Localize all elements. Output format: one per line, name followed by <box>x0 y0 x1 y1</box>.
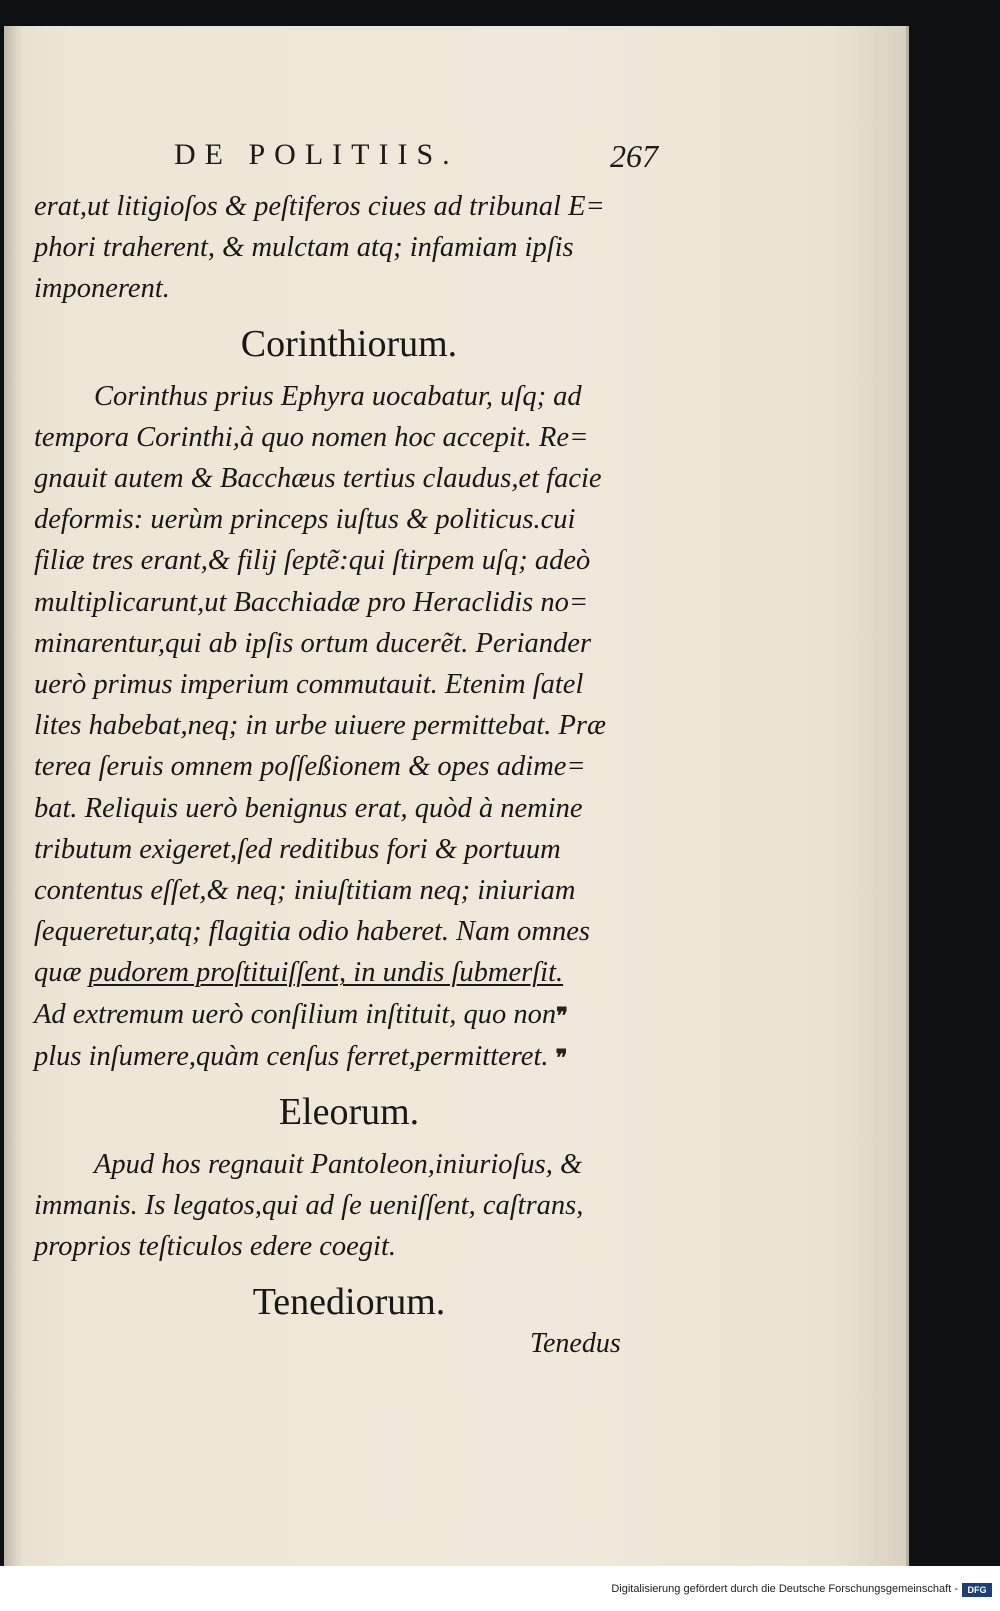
footer-credit: Digitalisierung gefördert durch die Deutsche Forschungsgemeinschaft - <box>611 1583 958 1595</box>
text-line: ſequeretur,atq; flagitia odio haberet. Nam omnes <box>34 916 590 948</box>
text-line: deformis: uerùm princeps iuſtus & politicus.cui <box>34 504 576 536</box>
text-line: Apud hos regnauit Pantoleon,iniurioſus, & <box>94 1149 583 1181</box>
book-page <box>4 26 909 1566</box>
body-text <box>34 186 664 1334</box>
line-prefix: quæ <box>34 957 89 989</box>
quote-mark-icon: ❞ <box>556 1002 569 1028</box>
text-line: bat. Reliquis uerò benignus erat, quòd à nemine <box>34 792 583 824</box>
catchword: Tenedus <box>530 1328 621 1359</box>
text-line: phori traherent, & mulctam atq; infamiam ipſis <box>34 232 574 264</box>
page-number: 267 <box>610 138 658 174</box>
marked-line-text: Ad extremum uerò conſilium inſtituit, quo non <box>34 998 557 1030</box>
text-line: lites habebat,neq; in urbe uiuere permittebat. Præ <box>34 710 607 742</box>
quote-mark-icon: ❞ <box>555 1044 568 1070</box>
text-line: Corinthus prius Ephyra uocabatur, uſq; ad <box>94 380 582 412</box>
text-line: contentus eſſet,& neq; iniuſtitiam neq; iniuriam <box>34 875 576 907</box>
text-line: proprios teſticulos edere coegit. <box>34 1231 396 1263</box>
section-heading-eleorum: Eleorum. <box>278 1091 420 1134</box>
underlined-text-line <box>34 952 664 993</box>
text-line: uerò primus imperium commutauit. Etenim ſatel <box>34 669 584 701</box>
underlined-passage: pudorem proſtituiſſent, in undis ſubmerſit. <box>88 957 564 989</box>
text-line: terea ſeruis omnem poſſeßionem & opes adime= <box>34 751 586 783</box>
dfg-logo-icon: DFG <box>962 1583 992 1597</box>
text-line: tempora Corinthi,à quo nomen hoc accepit. Re= <box>34 421 589 453</box>
marked-text-line <box>34 994 664 1036</box>
section-heading-tenediorum: Tenediorum. <box>252 1280 446 1323</box>
footer-bar <box>0 1566 1000 1611</box>
text-line: imponerent. <box>34 273 170 305</box>
text-line: erat,ut litigioſos & peſtiferos ciues ad tribunal E= <box>34 191 605 222</box>
marked-text-line <box>34 1036 664 1078</box>
text-line: tributum exigeret,ſed reditibus fori & portuum <box>34 833 561 865</box>
text-line: immanis. Is legatos,qui ad ſe ueniſſent, caſtrans, <box>34 1190 584 1222</box>
text-line: multiplicarunt,ut Bacchiadæ pro Heraclidis no= <box>34 586 589 618</box>
running-head: DE POLITIIS. <box>174 138 459 171</box>
text-line: gnauit autem & Bacchæus tertius claudus,et facie <box>34 463 602 495</box>
spine-shadow <box>4 26 22 1566</box>
marked-line-text: plus inſumere,quàm cenſus ferret,permitteret. <box>34 1040 549 1072</box>
section-heading-corinthiorum: Corinthiorum. <box>240 322 458 365</box>
text-line: minarentur,qui ab ipſis ortum ducerẽt. Periander <box>34 627 592 659</box>
text-line: filiæ tres erant,& filij ſeptẽ:qui ſtirpem uſq; adeò <box>34 545 591 577</box>
